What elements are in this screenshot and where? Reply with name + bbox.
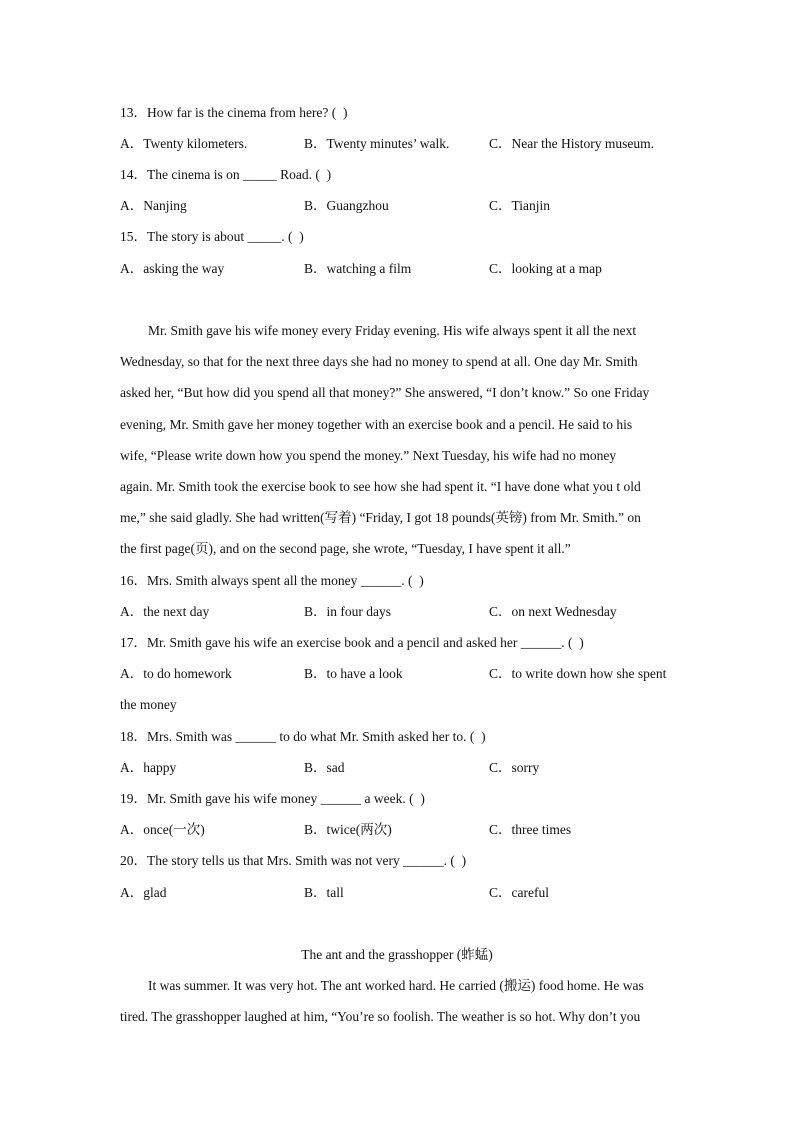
question-15-option-a: A．asking the way [120, 261, 225, 276]
question-19-option-b: B．twice(两次) [304, 822, 392, 837]
question-17-option-c: C．to write down how she spent [489, 666, 667, 681]
question-13-stem: 13．How far is the cinema from here? ( ) [120, 105, 348, 120]
question-20-stem: 20．The story tells us that Mrs. Smith was not very ______. ( ) [120, 853, 467, 868]
question-18-stem: 18．Mrs. Smith was ______ to do what Mr. Smith asked her to. ( ) [120, 729, 486, 744]
question-16-option-a: A．the next day [120, 604, 210, 619]
question-13-option-b: B．Twenty minutes’ walk. [304, 136, 450, 151]
question-19-option-a: A．once(一次) [120, 822, 205, 837]
passage-line: evening, Mr. Smith gave her money together with an exercise book and a pencil. He said to his [120, 417, 633, 432]
question-17-option-a: A．to do homework [120, 666, 232, 681]
question-13-option-c: C．Near the History museum. [489, 136, 654, 151]
question-20-option-a: A．glad [120, 885, 167, 900]
question-18-option-c: C．sorry [489, 760, 540, 775]
question-14-option-c: C．Tianjin [489, 198, 551, 213]
passage-line: me,” she said gladly. She had written(写着) “Friday, I got 18 pounds(英镑) from Mr. Smith.” on [120, 510, 641, 525]
question-17-stem: 17．Mr. Smith gave his wife an exercise book and a pencil and asked her ______. ( ) [120, 635, 584, 650]
question-14-option-b: B．Guangzhou [304, 198, 389, 213]
question-13-option-a: A．Twenty kilometers. [120, 136, 248, 151]
question-17-option-c-continued: the money [120, 697, 177, 712]
question-15-stem: 15．The story is about _____. ( ) [120, 229, 304, 244]
question-16-stem: 16．Mrs. Smith always spent all the money ______. ( ) [120, 573, 424, 588]
question-19-stem: 19．Mr. Smith gave his wife money ______ a week. ( ) [120, 791, 425, 806]
question-14-option-a: A．Nanjing [120, 198, 187, 213]
question-14-stem: 14．The cinema is on _____ Road. ( ) [120, 167, 332, 182]
question-18-option-a: A．happy [120, 760, 177, 775]
passage-line: tired. The grasshopper laughed at him, “You’re so foolish. The weather is so hot. Why don’t you [120, 1009, 641, 1024]
question-15-option-c: C．looking at a map [489, 261, 602, 276]
question-16-option-c: C．on next Wednesday [489, 604, 617, 619]
passage-line: It was summer. It was very hot. The ant worked hard. He carried (搬运) food home. He was [148, 978, 644, 993]
question-20-option-b: B．tall [304, 885, 344, 900]
question-18-option-b: B．sad [304, 760, 345, 775]
question-20-option-c: C．careful [489, 885, 549, 900]
passage-line: again. Mr. Smith took the exercise book to see how she had spent it. “I have done what you t old [120, 479, 641, 494]
passage-title: The ant and the grasshopper (蚱蜢) [301, 947, 493, 962]
passage-line: the first page(页), and on the second page, she wrote, “Tuesday, I have spent it all.” [120, 541, 571, 556]
question-15-option-b: B．watching a film [304, 261, 412, 276]
passage-line: wife, “Please write down how you spend the money.” Next Tuesday, his wife had no money [120, 448, 617, 463]
passage-line: Wednesday, so that for the next three days she had no money to spend at all. One day Mr. Smith [120, 354, 638, 369]
passage-line: asked her, “But how did you spend all that money?” She answered, “I don’t know.” So one Friday [120, 385, 650, 400]
passage-line: Mr. Smith gave his wife money every Friday evening. His wife always spent it all the next [148, 323, 637, 338]
question-19-option-c: C．three times [489, 822, 572, 837]
question-17-option-b: B．to have a look [304, 666, 403, 681]
question-16-option-b: B．in four days [304, 604, 391, 619]
